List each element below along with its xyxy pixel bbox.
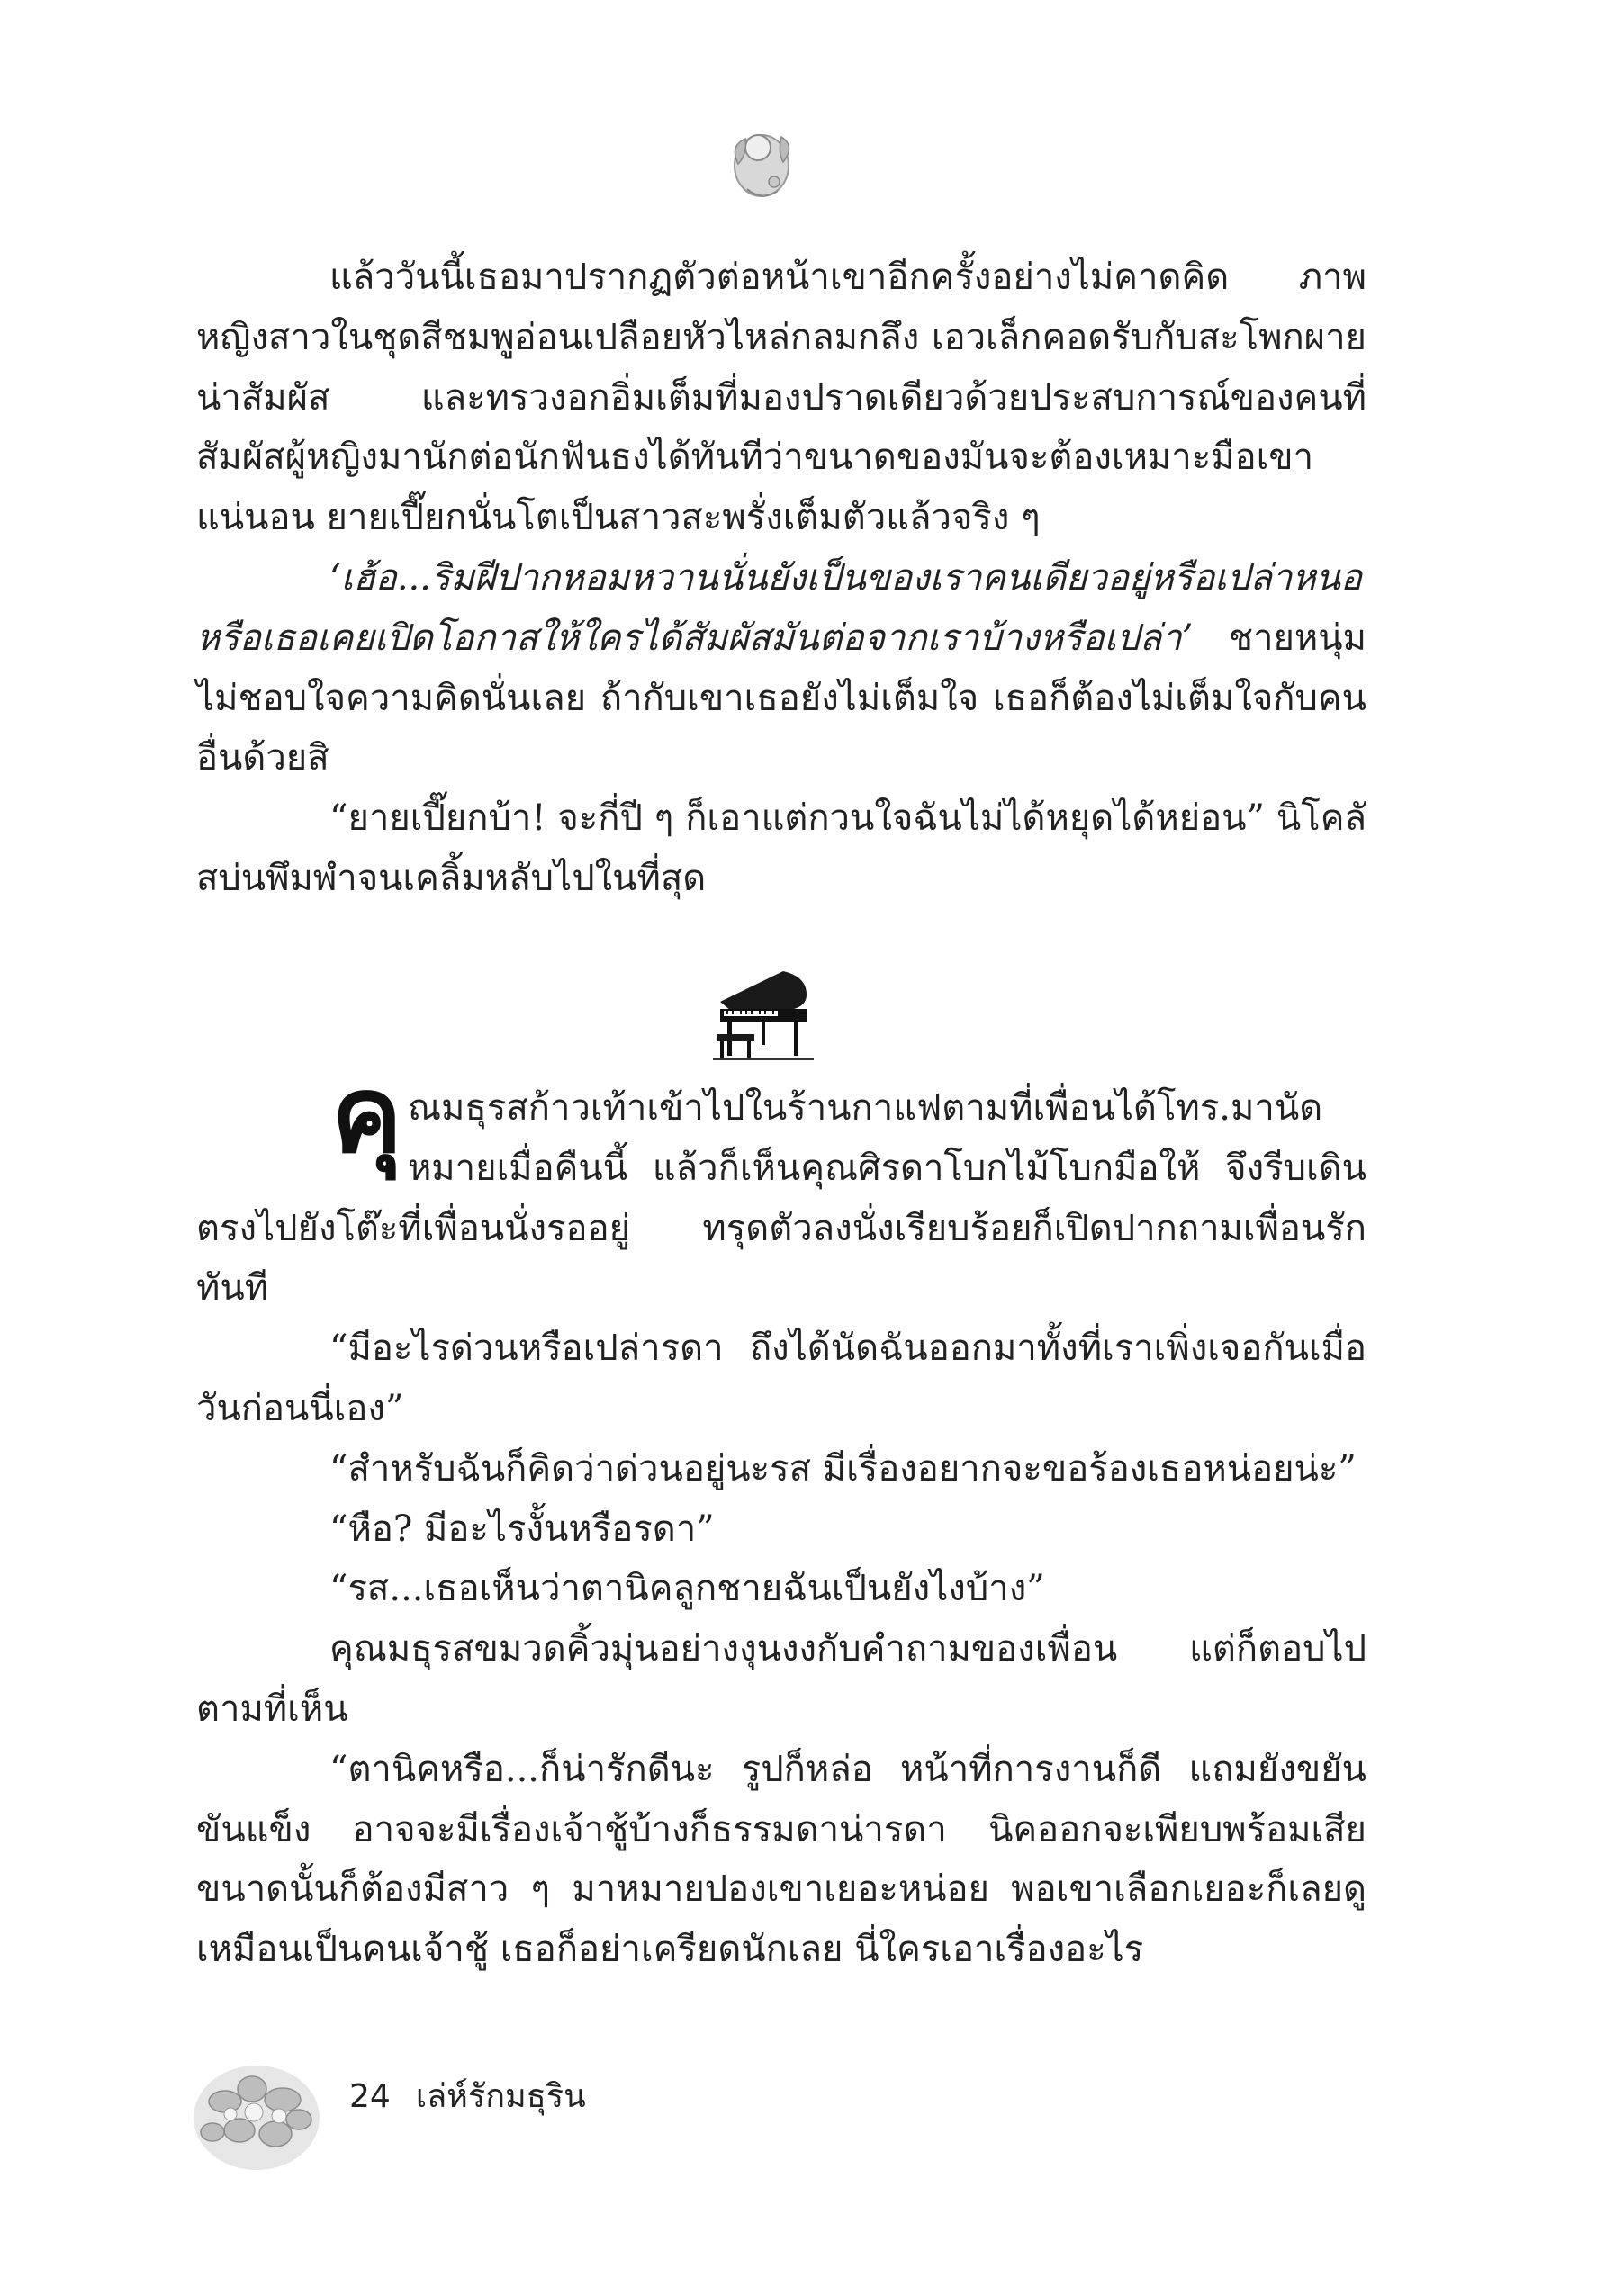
narration-1: คุณมธุรสขมวดคิ้วมุ่นอย่างงุนงงกับคำถามของเพื่อน แต่ก็ตอบไปตามที่เห็น [196,1628,1366,1730]
paragraph-1: แล้ววันนี้เธอมาปรากฏตัวต่อหน้าเขาอีกครั้งอย่างไม่คาดคิด ภาพหญิงสาวในชุดสีชมพูอ่อนเปลือยหัวไหล่กลมกลึง เอวเล็กคอดรับกับสะโพกผายน่าสัมผัส และทรวงอกอิ่มเต็มที่มองปราดเดียวด้วยประสบการณ์ของคนที่สัมผัสผู้หญิงมานักต่อนักฟันธงได้ทันทีว่าขนาดของมันจะต้องเหมาะมือเขาแน่นอน ยายเปี๊ยกนั่นโตเป็นสาวสะพรั่งเต็มตัวแล้วจริง ๆ [196,257,1366,539]
paragraph-3: “ยายเปี๊ยกบ้า! จะกี่ปี ๆ ก็เอาแต่กวนใจฉันไม่ได้หยุดได้หย่อน” นิโคลัสบ่นพึมพำจนเคลิ้มหลับไปในที่สุด [196,797,1366,899]
dialogue-5: “ตานิคหรือ...ก็น่ารักดีนะ รูปก็หล่อ หน้าที่การงานก็ดี แถมยังขยันขันแข็ง อาจจะมีเรื่องเจ้าชู้บ้างก็ธรรมดาน่ารดา นิคออกจะเพียบพร้อมเสียขนาดนั้นก็ต้องมีสาว ๆ มาหมายปองเขาเยอะหน่อย พอเขาเลือกเยอะก็เลยดูเหมือนเป็นคนเจ้าชู้ เธอก็อย่าเครียดนักเลย นี่ใครเอาเรื่องอะไร [196,1748,1366,1971]
page-footer [349,2070,611,2121]
flower-bouquet-icon [189,2057,324,2174]
opening-text: ณมธุรสก้าวเท้าเข้าไปในร้านกาแฟตามที่เพื่อนได้โทร.มานัดหมายเมื่อคืนนี้ แล้วก็เห็นคุณศิรดาโบกไม้โบกมือให้ จึงรีบเดินตรงไปยังโต๊ะที่เพื่อนนั่งรออยู่ ทรุดตัวลงนั่งเรียบร้อยก็เปิดปากถามเพื่อนรักทันที [196,1087,1366,1310]
inner-thought: ‘เฮ้อ...ริมฝีปากหอมหวานนั่นยังเป็นของเราคนเดียวอยู่หรือเปล่าหนอ หรือเธอเคยเปิดโอกาสให้ใครได้สัมผัสมันต่อจากเราบ้างหรือเปล่า’ [196,556,1363,659]
book-title: เล่ห์รักมธุริน [415,2078,586,2115]
dialogue-4: “รส...เธอเห็นว่าตานิคลูกชายฉันเป็นยังไงบ้าง” [329,1568,1045,1610]
cupid-ornament-icon [720,119,803,205]
part2-text [196,1052,1366,1980]
paragraph-2-rest: ชายหนุ่มไม่ชอบใจความคิดนั่นเลย ถ้ากับเขาเธอยังไม่เต็มใจ เธอก็ต้องไม่เต็มใจกับคนอื่นด้วยสิ [196,617,1366,779]
drop-cap: คุ [331,1052,402,1176]
paragraph-2 [196,548,1366,788]
part1-text [196,248,1366,909]
dialogue-3: “หือ? มีอะไรงั้นหรือรดา” [329,1508,715,1550]
page-number: 24 [349,2078,391,2115]
dialogue-1: “มีอะไรด่วนหรือเปล่ารดา ถึงได้นัดฉันออกมาทั้งที่เราเพิ่งเจอกันเมื่อวันก่อนนี่เอง” [196,1328,1366,1429]
paragraph-opening [196,1052,1366,1319]
grand-piano-icon [713,968,814,1065]
dialogue-2: “สำหรับฉันก็คิดว่าด่วนอยู่นะรส มีเรื่องอยากจะขอร้องเธอหน่อยน่ะ” [329,1447,1357,1490]
